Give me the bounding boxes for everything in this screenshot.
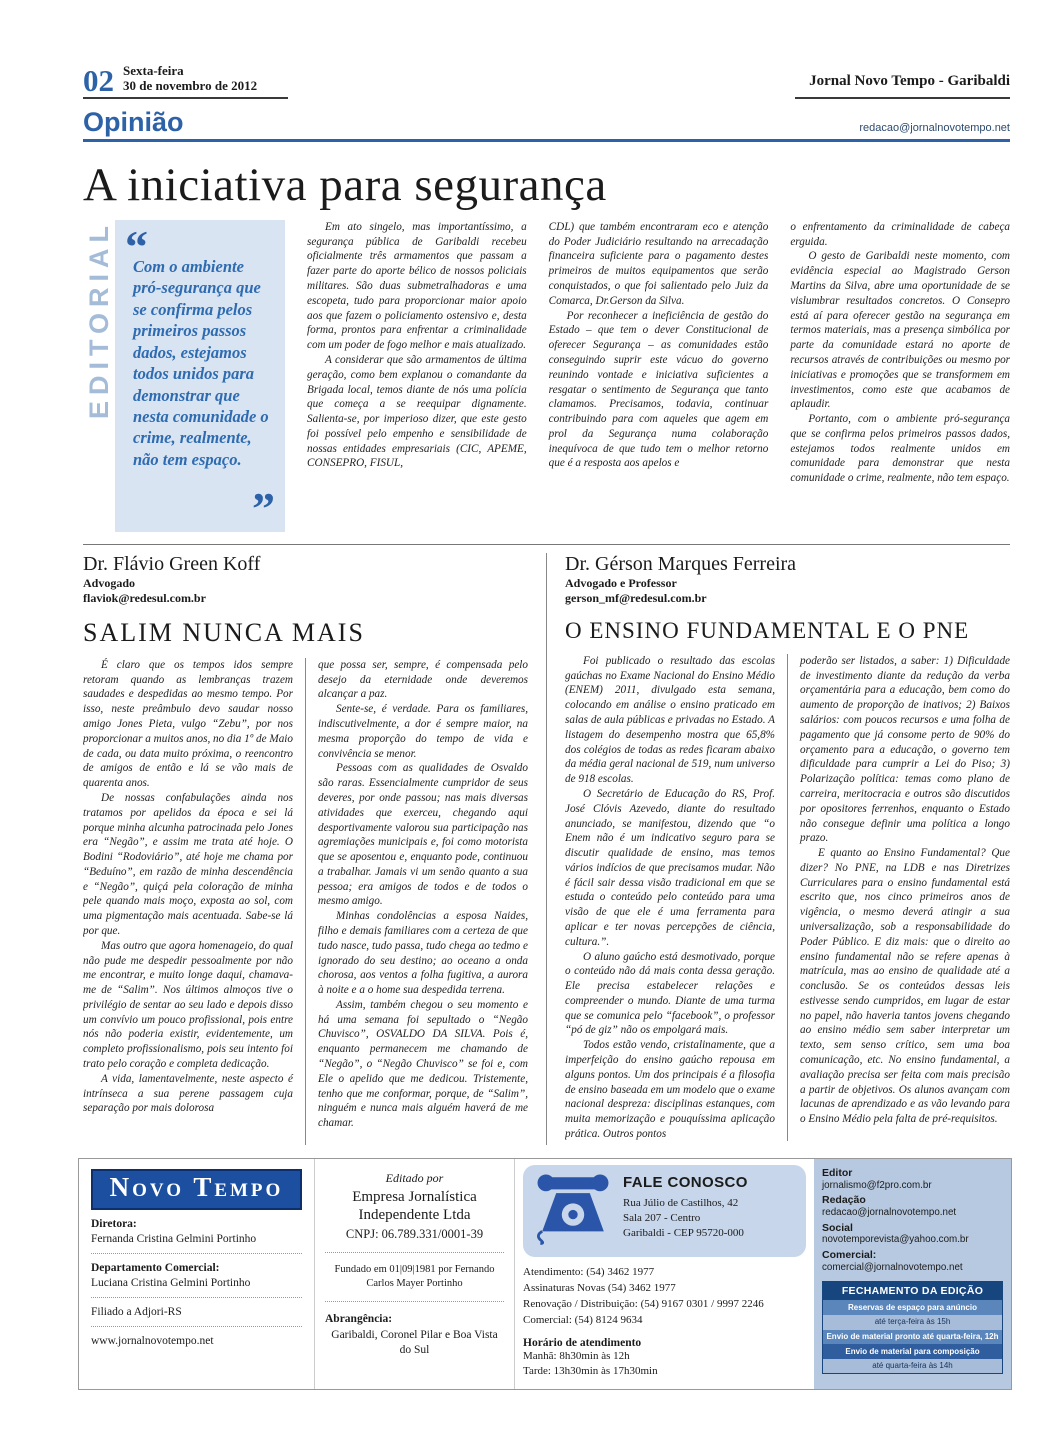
coverage-label: Abrangência: <box>325 1313 393 1326</box>
hours-morning: Manhã: 8h30min às 12h <box>523 1349 630 1362</box>
address-line-2: Sala 207 - Centro <box>623 1212 701 1225</box>
headline: A iniciativa para segurança <box>83 158 607 211</box>
author-role: Advogado <box>83 575 136 590</box>
article-columns <box>565 654 1010 1141</box>
section-bar <box>83 106 1010 142</box>
closing-line: Envio de material pronto até quarta-feira, 12h <box>823 1330 1002 1345</box>
editorial-column-1: Em ato singelo, mas importantíssimo, a segurança pública de Garibaldi recebeu oficialmente três armamentos que passam a fazer parte do aporte bélico de nossos policiais militares. São duas submetralhadoras e uma escopeta, tudo para proporcionar maior apoio aos que fazem o policiamento ostensivo e, desta forma, prontos para enfrentar a criminalidade com um poder de fogo melhor e mais atualizado. A considerar que são armamentos de última geração, como bem explanou o comandante da Brigada local, temos diante de nós uma polícia que começa a se reequipar dignamente. Salienta-se, por imperioso dizer, que este gesto foi possível pelo empenho e sensibilidade de nossas entidades empresariais (CIC, APEME, CONSEPRO, FISUL, <box>307 220 527 470</box>
commercial-dept-block <box>91 1254 302 1298</box>
section-title: Opinião <box>83 106 184 137</box>
emails-column <box>814 1159 1011 1389</box>
phone-attendance: Atendimento: (54) 3462 1977 <box>523 1266 655 1278</box>
date-block <box>123 64 257 94</box>
article-salim <box>83 553 546 1145</box>
masthead-box <box>78 1158 1012 1390</box>
founded-note: Fundado em 01|09|1981 por Fernando Carlos Mayer Portinho <box>325 1253 504 1302</box>
contact-social-label: Social <box>822 1221 853 1234</box>
section-divider <box>83 544 1010 545</box>
masthead-left <box>79 1159 314 1389</box>
editorial-column-2: CDL) que também encontraram eco e atenção do Poder Judiciário resultando na arrecadação financeira suficiente para o pagamento destes primeiros de muitos equipamentos que serão conquistados, o que foi salientado pelo Juiz da Comarca, Dr.Gerson da Silva. Por reconhecer a ineficiência de gestão do Estado – que tem o dever Constitucional de oferecer Segurança – as comunidades estão conseguindo suprir este vácuo do governo reunindo vontade e iniciativa suficientes a resgatar o sentimento de Segurança que tanto clamamos. Precisamos, todavia, continuar contribuindo para com aqueles que agem em prol da Segurança numa colaboração inequívoca de que tudo tem o melhor retorno que é a resposta aos apelos e <box>548 220 769 470</box>
commercial-dept-label: Departamento Comercial: <box>91 1261 220 1274</box>
contact-comercial <box>822 1249 1003 1273</box>
editorial-label: EDITORIAL <box>83 219 114 419</box>
closing-line: até quarta-feira às 14h <box>823 1359 1002 1374</box>
phone-icon <box>531 1173 615 1251</box>
website: www.jornalnovotempo.net <box>91 1334 214 1347</box>
closing-line: Reservas de espaço para anúncio <box>823 1300 1002 1315</box>
paper-name: Jornal Novo Tempo - Garibaldi <box>795 73 1010 99</box>
quote-close-mark: ” <box>252 482 275 534</box>
article-column-2: que possa ser, sempre, é compensada pelo desejo da eternidade onde deveremos alcançar a paz. Sente-se, é verdade. Para os familiares, indiscutivelmente, a dor é sempre maior, na mesma proporção do tempo de vida e convivência se menor. Pessoas com as qualidades de Osvaldo são raras. Essencialmente cumpridor de seus deveres, por onde passou; nas mais diversas atividades que exerceu, chegando aqui desportivamente valorou sua participação nas agremiações municipais e, foi como motorista que se aposentou e, enquanto pode, continuou a trabalhar. Jamais vi um senão quanto a sua pessoa; era amigos de todos e de todos o mesmo amigo. Minhas condolências a esposa Naides, filho e demais familiares com a certeza de que tudo nasce, tudo passa, tudo chega ao tedmo e ignorado do seu destino; ao oceano a onda chorosa, aos ventos a folha fugitiva, a aurora à noite e a o home sua despedida terrena. Assim, também chegou o seu momento e há uma semana foi sepultado o “Negão Chuvisco”, OSVALDO DA SILVA. Pois é, enquanto permanecem me chamando de “Negão”, o “Negão Chuvisco” se foi e, com Ele o apelido que me dedicou. Tristemente, tenho que me conformar, porque, de “Salim”, ninguém e nunca mais alguém haverá de me chamar. <box>305 658 528 1145</box>
author-role: Advogado e Professor <box>565 575 677 590</box>
section-email: redacao@jornalnovotempo.net <box>859 121 1010 134</box>
contact-comercial-email: comercial@jornalnovotempo.net <box>822 1261 963 1273</box>
contact-redacao <box>822 1194 1003 1218</box>
author-email: gerson_mf@redesul.com.br <box>565 590 707 605</box>
closing-line: Envio de material para composição <box>823 1344 1002 1359</box>
article-title: O ENSINO FUNDAMENTAL E O PNE <box>565 617 970 643</box>
contact-redacao-label: Redação <box>822 1194 866 1207</box>
weekday: Sexta-feira <box>123 63 184 78</box>
director-label: Diretora: <box>91 1218 137 1230</box>
article-ensino <box>546 553 1010 1145</box>
paper-logo: Novo Tempo <box>91 1169 302 1210</box>
contact-comercial-label: Comercial: <box>822 1249 877 1262</box>
quote-open-mark: “ <box>125 220 148 272</box>
hours-afternoon: Tarde: 13h30min às 17h30min <box>523 1365 658 1378</box>
contact-social-email: novotemporevista@yahoo.com.br <box>822 1234 969 1246</box>
contact-title: FALE CONOSCO <box>623 1174 748 1191</box>
phone-renewal: Renovação / Distribuição: (54) 9167 0301 / 9997 2246 <box>523 1297 764 1310</box>
phone-commercial: Comercial: (54) 8124 9634 <box>523 1313 643 1326</box>
editorial-section <box>83 220 1010 532</box>
author-email: flaviok@redesul.com.br <box>83 590 206 605</box>
closing-title: FECHAMENTO DA EDIÇÃO <box>823 1282 1002 1300</box>
article-column-1: É claro que os tempos idos sempre retoram quando as lembranças trazem saudades e despedidas ao mesmo tempo. Por isso, neste preâmbulo devo saudar nosso amigo Jones Pieta, vulgo “Zebu”, por nos proporcionar a muitos anos, no dia 1º de Maio de cada, ou data muito próxima, o reencontro de amigos de então e lá se vão mais de quarenta anos. De nossas confabulações ainda nos tratamos por apelidos da época e sei lá porque minha alcunha patrocinada pelo Jones era “Negão”, e assim me trata até hoje. O Bodini “Rodoviário”, até hoje me chama por “Beduíno”, em razão de minha descendência e “Negão”, quiçá pela coloração de minha pele quando mais moço, exposta ao sol, com uma pigmentação mais acentuada. Sabe-se lá por que. Mas outro que agora homenageio, do qual não pude me despedir pessoalmente por não me encontrar, e muito longe daqui, chamava-me de “Salim”. Nos últimos almoços tive o privilégio de sentar ao seu lado e depois disso um convívio um pouco profissional, pois entre nós não poderia existir, evidentemente, um completo profissionalismo, pois seu intento foi trato pelo coração e completa dedicação. A vida, lamentavelmente, neste aspecto é intrínseca a sua perene passagem cuja separação por mais dolorosa <box>83 658 293 1115</box>
cnpj: CNPJ: 06.789.331/0001-39 <box>325 1227 504 1253</box>
contact-redacao-email: redacao@jornalnovotempo.net <box>822 1206 957 1218</box>
editorial-quote-box <box>115 220 285 532</box>
coverage-block <box>325 1302 504 1359</box>
editorial-columns <box>307 220 1010 532</box>
author-name: Dr. Gérson Marques Ferreira <box>565 552 797 575</box>
hours-label: Horário de atendimento <box>523 1336 642 1349</box>
issue-date: 30 de novembro de 2012 <box>123 77 258 93</box>
coverage-area: Garibaldi, Coronel Pilar e Boa Vista do Sul <box>331 1328 498 1357</box>
phone-subscriptions: Assinaturas Novas (54) 3462 1977 <box>523 1281 676 1294</box>
phone-list <box>523 1265 806 1329</box>
commercial-dept-name: Luciana Cristina Gelmini Portinho <box>91 1276 251 1289</box>
closing-lines <box>823 1300 1002 1373</box>
editorial-column-3: o enfrentamento da criminalidade de cabeça erguida. O gesto de Garibaldi neste momento, com evidência especial ao Magistrado Gerson Martins da Silva, abre uma oportunidade de se vislumbrar resultados concretos. O Consepro está aí para oferecer gestão na segurança em termos materiais, mas a presença simbólica por parte da comunidade estará no aporte de recursos através de contribuições ou mesmo por iniciativas e promoções que se transformem em investimentos, como este que acabamos de aplaudir. Portanto, com o ambiente pró-segurança que se confirma pelos primeiros passos dados, estejamos todos realmente unidos em comunidade para demonstrar que nesta comunidade o crime, realmente, não tem espaço. <box>790 220 1010 485</box>
director-block <box>91 1210 302 1254</box>
address-line-3: Garibaldi - CEP 95720-000 <box>623 1226 744 1239</box>
masthead-publisher <box>314 1159 514 1389</box>
page-header <box>83 64 1010 99</box>
contact-editor <box>822 1167 1003 1191</box>
editorial-label-rail <box>83 220 115 532</box>
editorial-quote: Com o ambiente pró-segurança que se confirma pelos primeiros passos dados, estejamos todos unidos para demonstrar que nesta comunidade o crime, realmente, não tem espaço. <box>133 256 269 469</box>
article-columns <box>83 658 528 1145</box>
article-column-2: poderão ser listados, a saber: 1) Dificuldade de investimento diante da redução da verba orçamentária para a educação, bem como do aumento de proporção de inativos; 2) Baixos salários: com poucos recursos e uma folha de pagamento que já consome perto de 90% do orçamento para a educação, o governo tem dificuldade para cumprir a Lei do Piso; 3) Polarização política: temas como plano de carreira, meritocracia e outros são discutidos por opositores ferrenhos, enquanto o Estado não consegue definir uma política a longo prazo. E quanto ao Ensino Fundamental? Que dizer? No PNE, na LDB e nas Diretrizes Curriculares para o ensino fundamental está escrito que, nos cinco primeiros anos de vigência, o mesmo deverá atingir a sua universalização, sob a responsabilidade do Poder Público. E diz mais: que o direito ao ensino fundamental não se refere apenas à matrícula, mas ao ensino de qualidade até a conclusão. Se os conteúdos dessas leis estivesse sendo cumpridos, em lugar de estar no papel, não haveria tantos jovens chegando ao ensino médio sem saber interpretar um texto, sem senso crítico, sem uma boa comunicação, etc. No ensino fundamental, a avaliação precisa ser feita com mais precisão a partir de objetivos. Os alunos avançam com lacunas de aprendizado e as vão levando para o Ensino Médio pela falta de pré-requisitos. <box>787 654 1010 1141</box>
author-name: Dr. Flávio Green Koff <box>83 552 261 575</box>
contact-column <box>514 1159 814 1389</box>
closing-line: até terça-feira às 15h <box>823 1315 1002 1330</box>
contact-panel <box>523 1165 806 1257</box>
contact-editor-label: Editor <box>822 1167 853 1179</box>
edited-by-label: Editado por <box>385 1171 444 1185</box>
director-name: Fernanda Cristina Gelmini Portinho <box>91 1232 257 1245</box>
affiliation: Filiado a Adjori-RS <box>91 1298 302 1327</box>
article-column-1: Foi publicado o resultado das escolas gaúchas no Exame Nacional do Ensino Médio (ENEM) 2011, divulgado esta semana, colocando em análise o ensino praticado em salas de aula públicas e privadas no Estado. A listagem do desempenho mostra que 65,8% dos colégios de todas as redes ficaram abaixo da média geral nacional de 519, num universo de 918 escolas. O Secretário de Educação do RS, Prof. José Clóvis Azevedo, diante do resultado anunciado, se manifestou, dizendo que “o Enem não é um indicativo seguro para se discutir qualidade de ensino, mas temos vários indícios de que precisamos mudar. Não é fácil sair dessa visão tradicional em que se estuda o conteúdo pelo conteúdo para uma visão de que ele é uma ferramenta para aplicar e ter novas percepções de ciência, cultura.”. O aluno gaúcho está desmotivado, porque o conteúdo não dá mais conta dessa geração. Ele precisa estabelecer relações e compreender o mundo. Diante de uma turma que se comunica pelo “facebook”, o professor “pó de giz” não os empolgará mais. Todos estão vendo, cristalinamente, que a imperfeição do ensino gaúcho repousa em alguns pontos. Um dos principais é a filosofia de ensino baseada em um modelo que o exame nacional despreza: disciplinas estanques, com muita memorização e pouquíssima aplicação prática. Outros pontos <box>565 654 775 1140</box>
publisher-name: Empresa Jornalística Independente Ltda <box>352 1189 477 1223</box>
page-number: 02 <box>83 62 114 98</box>
contact-social <box>822 1222 1003 1246</box>
contact-info <box>623 1173 748 1251</box>
page-header-left <box>83 64 288 99</box>
contact-editor-email: jornalismo@f2pro.com.br <box>822 1179 932 1191</box>
closing-schedule <box>822 1281 1003 1374</box>
address-line-1: Rua Júlio de Castilhos, 42 <box>623 1197 739 1210</box>
article-title: SALIM NUNCA MAIS <box>83 617 365 647</box>
opinion-articles <box>83 553 1010 1145</box>
